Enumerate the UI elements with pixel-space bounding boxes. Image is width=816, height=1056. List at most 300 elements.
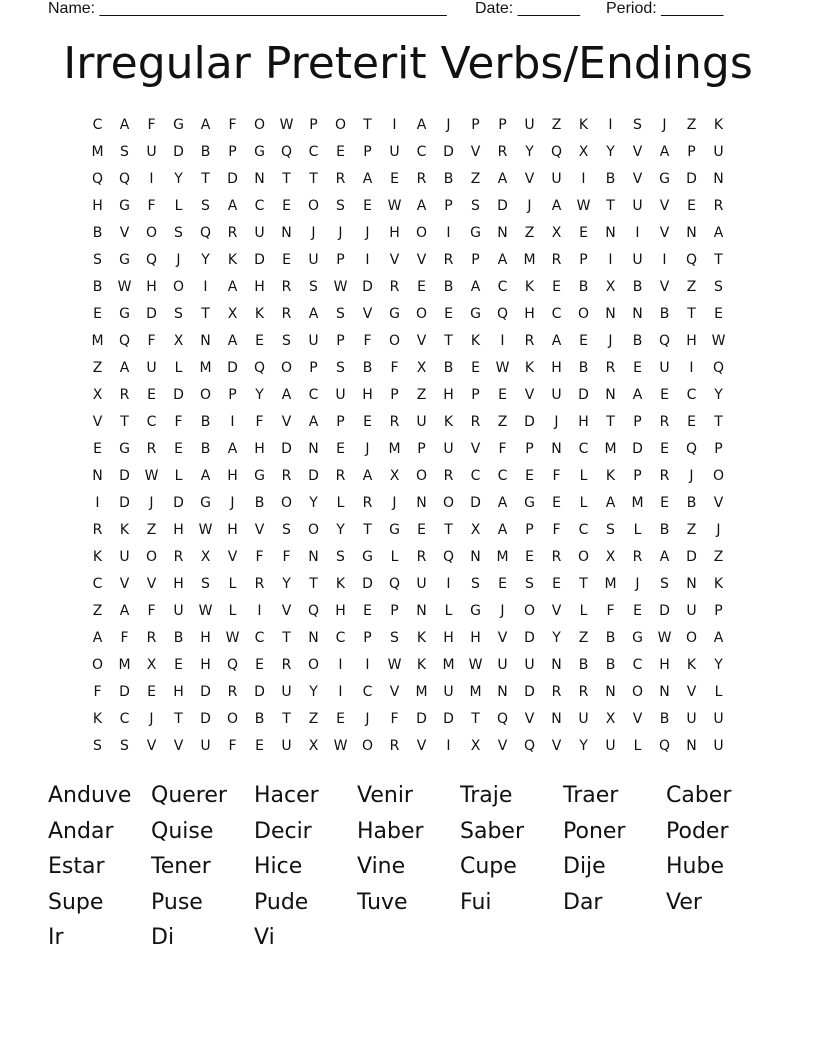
grid-letter: S: [174, 306, 183, 322]
grid-letter: I: [365, 657, 370, 673]
grid-letter: O: [307, 198, 320, 214]
grid-letter: Z: [146, 522, 157, 538]
grid-letter: I: [635, 225, 640, 241]
grid-letter: V: [524, 171, 535, 187]
grid-letter: R: [389, 738, 400, 754]
grid-letter: T: [606, 198, 615, 214]
grid-letter: Y: [606, 144, 615, 160]
grid-letter: W: [333, 279, 348, 295]
grid-letter: T: [444, 522, 453, 538]
grid-letter: K: [686, 657, 697, 673]
grid-letter: F: [228, 117, 237, 133]
grid-letter: O: [91, 657, 104, 673]
name-field: Name: _______________________________________: [48, 0, 447, 17]
grid-letter: F: [606, 603, 615, 619]
grid-letter: O: [712, 468, 725, 484]
grid-letter: X: [470, 522, 481, 538]
grid-letter: N: [686, 738, 697, 754]
grid-letter: L: [336, 495, 345, 511]
grid-letter: D: [173, 144, 184, 160]
grid-letter: G: [389, 522, 400, 538]
grid-letter: Z: [686, 117, 697, 133]
grid-letter: N: [551, 441, 562, 457]
grid-letter: M: [91, 333, 104, 349]
grid-letter: Z: [686, 279, 697, 295]
grid-letter: B: [92, 225, 103, 241]
grid-letter: A: [119, 117, 130, 133]
word-list-item: Hice: [254, 854, 303, 879]
grid-letter: N: [605, 306, 616, 322]
grid-letter: I: [446, 576, 451, 592]
header-line: [48, 0, 748, 20]
grid-letter: P: [579, 252, 588, 268]
grid-letter: N: [686, 225, 697, 241]
grid-letter: N: [713, 171, 724, 187]
grid-letter: H: [200, 630, 211, 646]
word-list-item: Haber: [357, 818, 424, 844]
grid-letter: R: [335, 171, 346, 187]
grid-letter: F: [147, 198, 156, 214]
grid-letter: E: [93, 306, 102, 322]
grid-letter: N: [605, 225, 616, 241]
word-list-item: Poner: [563, 818, 626, 844]
grid-letter: Y: [282, 576, 291, 592]
grid-letter: A: [227, 441, 238, 457]
grid-letter: D: [524, 414, 535, 430]
grid-letter: U: [146, 360, 157, 376]
grid-letter: N: [416, 495, 427, 511]
grid-letter: H: [443, 630, 454, 646]
grid-letter: B: [254, 711, 265, 727]
grid-letter: O: [523, 603, 536, 619]
grid-letter: V: [92, 414, 103, 430]
grid-letter: I: [365, 252, 370, 268]
grid-letter: Z: [578, 630, 589, 646]
grid-letter: E: [552, 576, 561, 592]
grid-letter: V: [227, 549, 238, 565]
grid-letter: Q: [685, 441, 698, 457]
grid-letter: Y: [579, 738, 588, 754]
grid-letter: E: [552, 279, 561, 295]
grid-letter: B: [578, 657, 589, 673]
grid-letter: U: [119, 549, 130, 565]
grid-letter: L: [174, 468, 183, 484]
grid-letter: T: [579, 576, 588, 592]
grid-letter: E: [660, 495, 669, 511]
grid-letter: M: [469, 684, 482, 700]
grid-letter: O: [415, 468, 428, 484]
grid-letter: V: [713, 495, 724, 511]
grid-letter: E: [552, 495, 561, 511]
grid-letter: Q: [307, 603, 320, 619]
grid-letter: V: [524, 711, 535, 727]
grid-letter: B: [578, 360, 589, 376]
grid-letter: D: [119, 468, 130, 484]
grid-letter: Q: [550, 144, 563, 160]
grid-letter: I: [500, 333, 505, 349]
grid-letter: S: [336, 198, 345, 214]
word-list-item: Tuve: [357, 889, 408, 915]
grid-letter: V: [119, 576, 130, 592]
grid-letter: O: [226, 711, 239, 727]
grid-letter: U: [254, 225, 265, 241]
grid-letter: M: [91, 144, 104, 160]
grid-letter: L: [444, 603, 453, 619]
grid-letter: F: [93, 684, 102, 700]
grid-letter: V: [632, 711, 643, 727]
grid-letter: X: [173, 333, 184, 349]
grid-letter: K: [713, 117, 724, 133]
grid-letter: F: [174, 414, 183, 430]
grid-letter: L: [390, 549, 399, 565]
grid-letter: Y: [714, 387, 723, 403]
grid-letter: D: [497, 198, 508, 214]
grid-letter: U: [524, 117, 535, 133]
grid-letter: D: [146, 306, 157, 322]
grid-letter: E: [336, 711, 345, 727]
grid-letter: U: [713, 711, 724, 727]
grid-letter: W: [711, 333, 726, 349]
grid-letter: Y: [552, 630, 561, 646]
grid-letter: H: [551, 360, 562, 376]
date-field: Date: _______: [475, 0, 580, 17]
grid-letter: Y: [714, 657, 723, 673]
grid-letter: V: [146, 738, 157, 754]
grid-letter: H: [92, 198, 103, 214]
word-list-item: Di: [151, 925, 175, 950]
grid-letter: A: [416, 117, 427, 133]
grid-letter: N: [497, 225, 508, 241]
grid-letter: D: [578, 387, 589, 403]
grid-letter: U: [686, 711, 697, 727]
grid-letter: E: [255, 657, 264, 673]
grid-letter: Z: [686, 522, 697, 538]
grid-letter: O: [415, 306, 428, 322]
grid-letter: D: [686, 549, 697, 565]
grid-letter: U: [605, 738, 616, 754]
grid-letter: Q: [496, 711, 509, 727]
grid-letter: S: [471, 576, 480, 592]
grid-letter: E: [525, 468, 534, 484]
word-list-item: Andar: [48, 818, 114, 844]
grid-letter: J: [500, 603, 505, 619]
grid-letter: L: [714, 684, 723, 700]
grid-letter: W: [576, 198, 591, 214]
grid-letter: I: [581, 171, 586, 187]
grid-letter: H: [659, 657, 670, 673]
grid-letter: N: [659, 684, 670, 700]
grid-letter: J: [716, 522, 721, 538]
grid-letter: U: [281, 684, 292, 700]
grid-letter: R: [605, 360, 616, 376]
grid-letter: C: [470, 468, 481, 484]
grid-letter: U: [146, 144, 157, 160]
grid-letter: N: [308, 549, 319, 565]
grid-letter: E: [336, 144, 345, 160]
grid-letter: F: [255, 549, 264, 565]
grid-letter: T: [471, 711, 480, 727]
grid-letter: T: [444, 333, 453, 349]
grid-letter: R: [281, 306, 292, 322]
grid-letter: K: [92, 549, 103, 565]
grid-letter: L: [633, 522, 642, 538]
grid-letter: A: [308, 414, 319, 430]
grid-letter: C: [254, 198, 265, 214]
grid-letter: Q: [118, 333, 131, 349]
grid-letter: O: [388, 333, 401, 349]
grid-letter: O: [199, 387, 212, 403]
grid-letter: A: [119, 603, 130, 619]
grid-letter: E: [660, 441, 669, 457]
grid-letter: X: [605, 711, 616, 727]
grid-letter: G: [659, 171, 670, 187]
grid-letter: Z: [713, 549, 724, 565]
grid-letter: L: [579, 468, 588, 484]
word-list-item: Dar: [563, 889, 603, 915]
grid-letter: S: [606, 522, 615, 538]
grid-letter: S: [120, 144, 129, 160]
grid-letter: W: [117, 279, 132, 295]
grid-letter: D: [254, 252, 265, 268]
grid-letter: W: [333, 738, 348, 754]
grid-letter: X: [200, 549, 211, 565]
grid-letter: G: [470, 603, 481, 619]
grid-letter: U: [632, 252, 643, 268]
word-list-item: Hacer: [254, 783, 319, 808]
grid-letter: F: [363, 333, 372, 349]
grid-letter: A: [632, 387, 643, 403]
grid-letter: Q: [388, 576, 401, 592]
grid-letter: R: [551, 549, 562, 565]
grid-letter: I: [257, 603, 262, 619]
word-list-item: Vi: [254, 925, 275, 950]
grid-letter: H: [686, 333, 697, 349]
word-list-item: Poder: [666, 818, 729, 844]
grid-letter: R: [416, 549, 427, 565]
grid-letter: O: [415, 225, 428, 241]
word-list-item: Anduve: [48, 783, 132, 808]
grid-letter: E: [363, 414, 372, 430]
grid-letter: V: [686, 684, 697, 700]
grid-letter: E: [579, 225, 588, 241]
grid-letter: U: [416, 414, 427, 430]
grid-letter: L: [228, 576, 237, 592]
grid-letter: G: [173, 117, 184, 133]
letter-grid: [84, 112, 732, 760]
grid-letter: U: [551, 171, 562, 187]
grid-letter: E: [498, 387, 507, 403]
grid-letter: V: [119, 225, 130, 241]
grid-letter: X: [416, 360, 427, 376]
grid-letter: A: [200, 468, 211, 484]
grid-letter: C: [497, 468, 508, 484]
grid-letter: J: [392, 495, 397, 511]
grid-letter: K: [578, 117, 589, 133]
word-list-item: Querer: [151, 783, 227, 808]
grid-letter: U: [443, 684, 454, 700]
grid-letter: E: [147, 387, 156, 403]
grid-letter: E: [282, 198, 291, 214]
grid-letter: I: [392, 117, 397, 133]
word-list-item: Cupe: [460, 854, 517, 879]
grid-letter: I: [230, 414, 235, 430]
grid-letter: O: [145, 549, 158, 565]
grid-letter: M: [523, 252, 536, 268]
grid-letter: H: [443, 387, 454, 403]
grid-letter: G: [389, 306, 400, 322]
grid-letter: F: [390, 360, 399, 376]
grid-letter: X: [551, 225, 562, 241]
grid-letter: U: [389, 144, 400, 160]
grid-letter: O: [442, 495, 455, 511]
word-list-item: Caber: [666, 783, 732, 808]
grid-letter: E: [174, 441, 183, 457]
word-list: [48, 778, 788, 956]
grid-letter: X: [389, 468, 400, 484]
grid-letter: P: [390, 603, 399, 619]
grid-letter: S: [471, 198, 480, 214]
grid-letter: X: [605, 549, 616, 565]
grid-letter: V: [389, 684, 400, 700]
grid-letter: T: [309, 171, 318, 187]
grid-letter: D: [686, 171, 697, 187]
grid-letter: D: [443, 144, 454, 160]
word-list-item: Traer: [563, 783, 619, 808]
grid-letter: F: [120, 630, 129, 646]
grid-letter: G: [362, 549, 373, 565]
grid-letter: G: [200, 495, 211, 511]
grid-letter: J: [608, 333, 613, 349]
grid-letter: E: [687, 414, 696, 430]
grid-letter: I: [338, 657, 343, 673]
grid-letter: W: [387, 657, 402, 673]
grid-letter: L: [579, 495, 588, 511]
grid-letter: I: [446, 225, 451, 241]
grid-letter: Q: [712, 360, 725, 376]
grid-letter: G: [119, 306, 130, 322]
grid-letter: S: [282, 522, 291, 538]
grid-letter: J: [230, 495, 235, 511]
grid-letter: D: [119, 495, 130, 511]
grid-letter: U: [578, 711, 589, 727]
grid-letter: K: [524, 279, 535, 295]
grid-letter: A: [362, 171, 373, 187]
word-list-item: Pude: [254, 889, 309, 915]
grid-letter: E: [714, 306, 723, 322]
grid-letter: Y: [201, 252, 210, 268]
grid-letter: P: [444, 198, 453, 214]
grid-letter: V: [416, 333, 427, 349]
grid-letter: D: [254, 684, 265, 700]
grid-letter: O: [685, 630, 698, 646]
grid-letter: Y: [255, 387, 264, 403]
grid-letter: D: [173, 387, 184, 403]
grid-letter: A: [713, 225, 724, 241]
word-list-item: Estar: [48, 854, 105, 879]
grid-letter: R: [281, 468, 292, 484]
grid-letter: O: [334, 117, 347, 133]
grid-letter: T: [363, 522, 372, 538]
grid-letter: H: [362, 387, 373, 403]
grid-letter: N: [551, 657, 562, 673]
word-list-item: Dije: [563, 854, 606, 879]
word-list-item: Fui: [460, 889, 492, 915]
grid-letter: M: [604, 576, 617, 592]
grid-letter: Q: [226, 657, 239, 673]
grid-letter: B: [659, 306, 670, 322]
grid-letter: C: [551, 306, 562, 322]
grid-letter: S: [390, 630, 399, 646]
grid-letter: E: [633, 360, 642, 376]
grid-letter: M: [199, 360, 212, 376]
grid-letter: T: [363, 117, 372, 133]
grid-letter: Z: [92, 360, 103, 376]
grid-letter: T: [282, 171, 291, 187]
grid-letter: R: [227, 225, 238, 241]
grid-letter: G: [254, 468, 265, 484]
grid-letter: Q: [658, 333, 671, 349]
grid-letter: M: [442, 657, 455, 673]
grid-letter: U: [200, 738, 211, 754]
grid-letter: B: [659, 711, 670, 727]
grid-letter: G: [470, 225, 481, 241]
word-list-item: Traje: [460, 783, 513, 808]
grid-letter: U: [443, 441, 454, 457]
grid-letter: A: [227, 333, 238, 349]
word-list-item: Vine: [357, 854, 406, 879]
grid-letter: Z: [308, 711, 319, 727]
grid-letter: X: [470, 738, 481, 754]
grid-letter: E: [147, 684, 156, 700]
grid-letter: R: [497, 144, 508, 160]
grid-letter: D: [362, 279, 373, 295]
grid-letter: A: [551, 198, 562, 214]
grid-letter: B: [173, 630, 184, 646]
grid-letter: K: [470, 333, 481, 349]
grid-letter: U: [551, 387, 562, 403]
grid-letter: E: [660, 387, 669, 403]
grid-letter: E: [417, 522, 426, 538]
grid-letter: N: [92, 468, 103, 484]
grid-letter: I: [203, 279, 208, 295]
grid-letter: U: [686, 603, 697, 619]
grid-letter: N: [416, 603, 427, 619]
grid-letter: J: [446, 117, 451, 133]
grid-letter: P: [471, 117, 480, 133]
grid-letter: M: [496, 549, 509, 565]
grid-letter: H: [254, 441, 265, 457]
grid-letter: A: [497, 252, 508, 268]
grid-letter: V: [389, 252, 400, 268]
grid-letter: Z: [92, 603, 103, 619]
grid-letter: R: [281, 279, 292, 295]
grid-letter: R: [227, 684, 238, 700]
grid-letter: A: [470, 279, 481, 295]
grid-letter: R: [335, 468, 346, 484]
grid-letter: F: [147, 603, 156, 619]
grid-letter: R: [632, 549, 643, 565]
grid-letter: C: [119, 711, 130, 727]
grid-letter: Z: [470, 171, 481, 187]
grid-letter: I: [608, 252, 613, 268]
grid-letter: P: [525, 441, 534, 457]
grid-letter: H: [227, 522, 238, 538]
grid-letter: N: [551, 711, 562, 727]
grid-letter: H: [173, 576, 184, 592]
grid-letter: O: [280, 495, 293, 511]
word-list-item: Quise: [151, 818, 214, 844]
grid-letter: K: [227, 252, 238, 268]
